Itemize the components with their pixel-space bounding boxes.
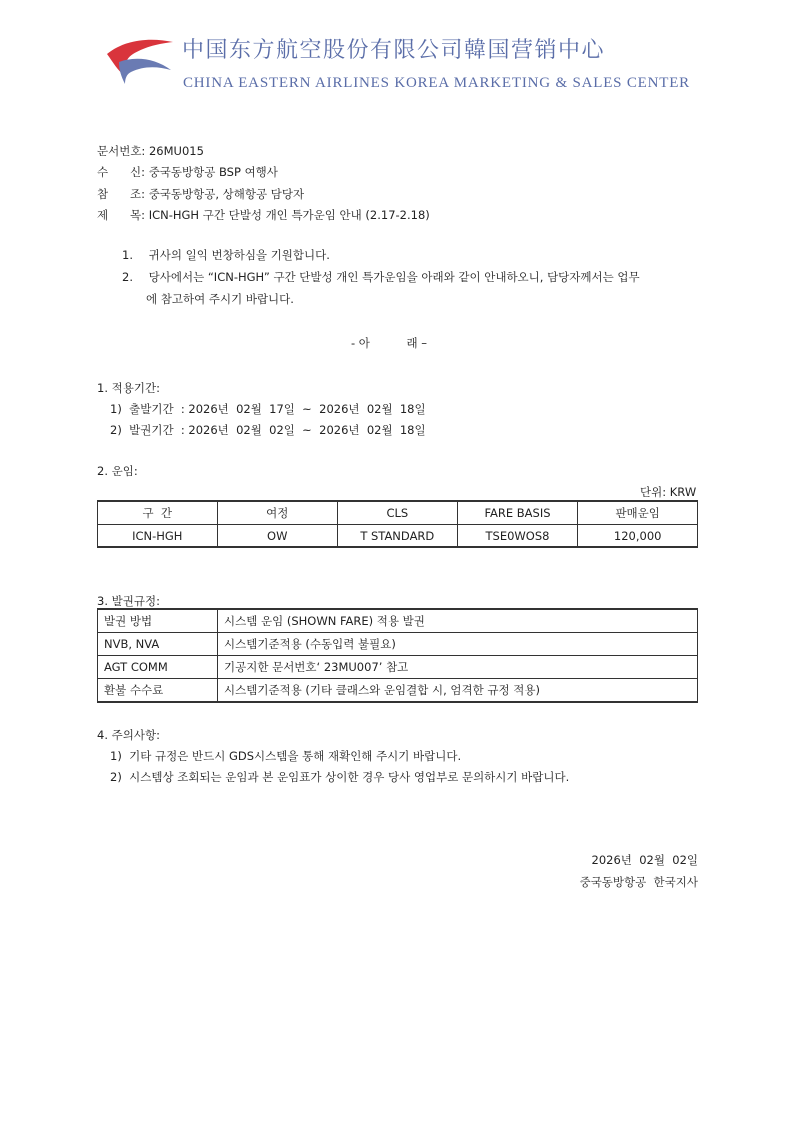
ticketing-rules-table: [97, 608, 698, 703]
intro-item-2: [122, 269, 640, 285]
recipient-line: [97, 164, 278, 180]
caution-item: 2) 시스템상 조회되는 운임과 본 운임표가 상이한 경우 당사 영업부로 문의하시기 바랍니다.: [110, 770, 570, 784]
fare-table: [97, 500, 698, 548]
intro-text: 당사에서는 “ICN-HGH” 구간 단발성 개인 특가운임을 아래와 같이 안내하오니, 담당자께서는 업무: [148, 270, 640, 284]
issuer-name: 중국동방항공 한국지사: [579, 875, 698, 889]
column-header: CLS: [337, 501, 457, 525]
unit-label: 단위: KRW: [640, 485, 697, 499]
table-row: [98, 609, 698, 633]
section-3-title: 3. 발권규정:: [97, 594, 160, 608]
section-2-title: 2. 운임:: [97, 464, 138, 478]
intro-item-2-continued: 에 참고하여 주시기 바랍니다.: [146, 292, 294, 306]
rule-label: AGT COMM: [98, 656, 218, 679]
doc-number: 문서번호: 26MU015: [97, 144, 204, 158]
fare-table-header: [98, 501, 698, 525]
rule-value: 기공지한 문서번호‘ 23MU007’ 참고: [218, 656, 698, 679]
table-row: [98, 525, 698, 548]
caution-item: 1) 기타 규정은 반드시 GDS시스템을 통해 재확인해 주시기 바랍니다.: [110, 749, 462, 763]
below-label: - 아 래 –: [351, 336, 427, 350]
intro-number: 2.: [122, 270, 133, 284]
table-cell: TSE0WOS8: [457, 525, 578, 548]
section-1-title: 1. 적용기간:: [97, 381, 160, 395]
column-header: 판매운임: [578, 501, 698, 525]
cc-key: 참 조:: [97, 187, 146, 201]
rule-value: 시스템기준적용 (기타 클래스와 운임결합 시, 엄격한 규정 적용): [218, 679, 698, 703]
subject-value: ICN-HGH 구간 단발성 개인 특가운임 안내 (2.17-2.18): [148, 208, 430, 222]
column-header: 여정: [217, 501, 337, 525]
ticketing-period: 2) 발권기간 : 2026년 02월 02일 ~ 2026년 02월 18일: [110, 423, 426, 437]
rule-value: 시스템 운임 (SHOWN FARE) 적용 발권: [218, 609, 698, 633]
company-name-chinese: 中国东方航空股份有限公司韓国营销中心: [182, 38, 606, 63]
intro-item-1: [122, 247, 330, 263]
rule-label: 발권 방법: [98, 609, 218, 633]
subject-line: [97, 207, 430, 223]
recipient-value: 중국동방항공 BSP 여행사: [148, 165, 278, 179]
table-cell: 120,000: [578, 525, 698, 548]
table-cell: OW: [217, 525, 337, 548]
rule-label: 환불 수수료: [98, 679, 218, 703]
table-cell: ICN-HGH: [98, 525, 218, 548]
rule-label: NVB, NVA: [98, 633, 218, 656]
intro-number: 1.: [122, 248, 133, 262]
rule-value: 시스템기준적용 (수동입력 불필요): [218, 633, 698, 656]
issue-date: 2026년 02월 02일: [591, 853, 698, 867]
company-name-english: CHINA EASTERN AIRLINES KOREA MARKETING & SALES CENTER: [183, 75, 690, 91]
column-header: 구 간: [98, 501, 218, 525]
section-4-title: 4. 주의사항:: [97, 728, 160, 742]
cc-value: 중국동방항공, 상해항공 담당자: [148, 187, 305, 201]
table-cell: T STANDARD: [337, 525, 457, 548]
column-header: FARE BASIS: [457, 501, 578, 525]
departure-period: 1) 출발기간 : 2026년 02월 17일 ~ 2026년 02월 18일: [110, 402, 426, 416]
recipient-key: 수 신:: [97, 165, 146, 179]
swallow-logo-icon: [105, 36, 175, 86]
table-row: [98, 679, 698, 703]
cc-line: [97, 186, 304, 202]
subject-key: 제 목:: [97, 208, 146, 222]
intro-text: 귀사의 일익 번창하심을 기원합니다.: [148, 248, 330, 262]
table-row: [98, 656, 698, 679]
table-row: [98, 633, 698, 656]
